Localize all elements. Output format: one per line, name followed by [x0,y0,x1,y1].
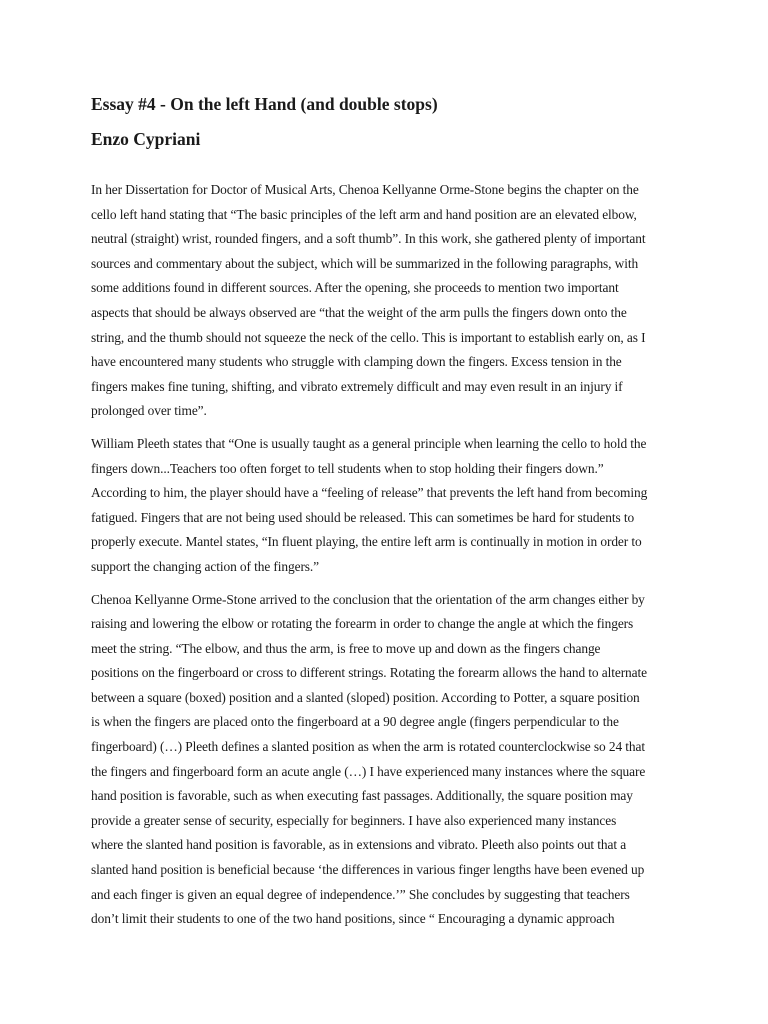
text-line: the fingers and fingerboard form an acute angle (…) I have experienced many instances where the square [91,763,646,779]
text-line: fingers makes fine tuning, shifting, and vibrato extremely difficult and may even result in an injury if [91,378,623,394]
text-line: between a square (boxed) position and a slanted (sloped) position. According to Potter, a square position [91,689,640,705]
text-line: and each finger is given an equal degree of independence.’” She concludes by suggesting that teachers [91,886,630,902]
text-line: cello left hand stating that “The basic principles of the left arm and hand position are an elevated elbow, [91,206,637,222]
essay-body [91,178,658,932]
text-line: don’t limit their students to one of the two hand positions, since “ Encouraging a dynamic approach [91,911,615,927]
text-line: support the changing action of the fingers.” [91,558,320,574]
text-line: positions on the fingerboard or cross to different strings. Rotating the forearm allows the hand to alternate [91,665,647,681]
paragraph-1 [91,178,658,424]
text-line: Chenoa Kellyanne Orme-Stone arrived to the conclusion that the orientation of the arm changes either by [91,591,645,607]
text-line: neutral (straight) wrist, rounded fingers, and a soft thumb”. In this work, she gathered plenty of important [91,231,646,247]
paragraph-3 [91,588,658,932]
text-line: In her Dissertation for Doctor of Musical Arts, Chenoa Kellyanne Orme-Stone begins the chapter on the [91,182,639,197]
text-line: is when the fingers are placed onto the fingerboard at a 90 degree angle (fingers perpendicular to the [91,714,619,730]
text-line: sources and commentary about the subject, which will be summarized in the following paragraphs, with [91,255,639,271]
text-line: hand position is favorable, such as when executing fast passages. Additionally, the square position may [91,788,633,804]
text-line: properly execute. Mantel states, “In fluent playing, the entire left arm is continually in motion in order to [91,534,642,550]
text-line: string, and the thumb should not squeeze the neck of the cello. This is important to establish early on, as I [91,329,646,345]
text-line: aspects that should be always observed are “that the weight of the arm pulls the fingers down onto the [91,304,627,320]
text-line: prolonged over time”. [91,403,207,419]
text-line: William Pleeth states that “One is usually taught as a general principle when learning the cello to hold the [91,435,647,451]
text-line: slanted hand position is beneficial because ‘the differences in various finger lengths have been evened up [91,862,645,878]
paragraph-2 [91,432,658,580]
text-line: According to him, the player should have a “feeling of release” that prevents the left hand from becoming [91,485,648,501]
text-line: provide a greater sense of security, especially for beginners. I have also experienced many instances [91,812,617,828]
essay-title: Essay #4 - On the left Hand (and double stops) [91,94,438,114]
text-line: meet the string. “The elbow, and thus the arm, is free to move up and down as the fingers change [91,640,601,656]
text-line: where the slanted hand position is favorable, as in extensions and vibrato. Pleeth also points out that a [91,837,627,853]
text-line: some additions found in different sources. After the opening, she proceeds to mention two important [91,280,619,296]
text-line: fatigued. Fingers that are not being used should be released. This can sometimes be hard for students to [91,509,635,525]
text-line: have encountered many students who struggle with clamping down the fingers. Excess tension in the [91,354,622,370]
text-line: raising and lowering the elbow or rotating the forearm in order to change the angle at which the fingers [91,616,634,632]
author-name: Enzo Cypriani [91,129,201,149]
text-line: fingerboard) (…) Pleeth defines a slanted position as when the arm is rotated counterclockwise so 24 that [91,739,645,755]
text-line: fingers down...Teachers too often forget to tell students when to stop holding their fingers down.” [91,460,604,476]
